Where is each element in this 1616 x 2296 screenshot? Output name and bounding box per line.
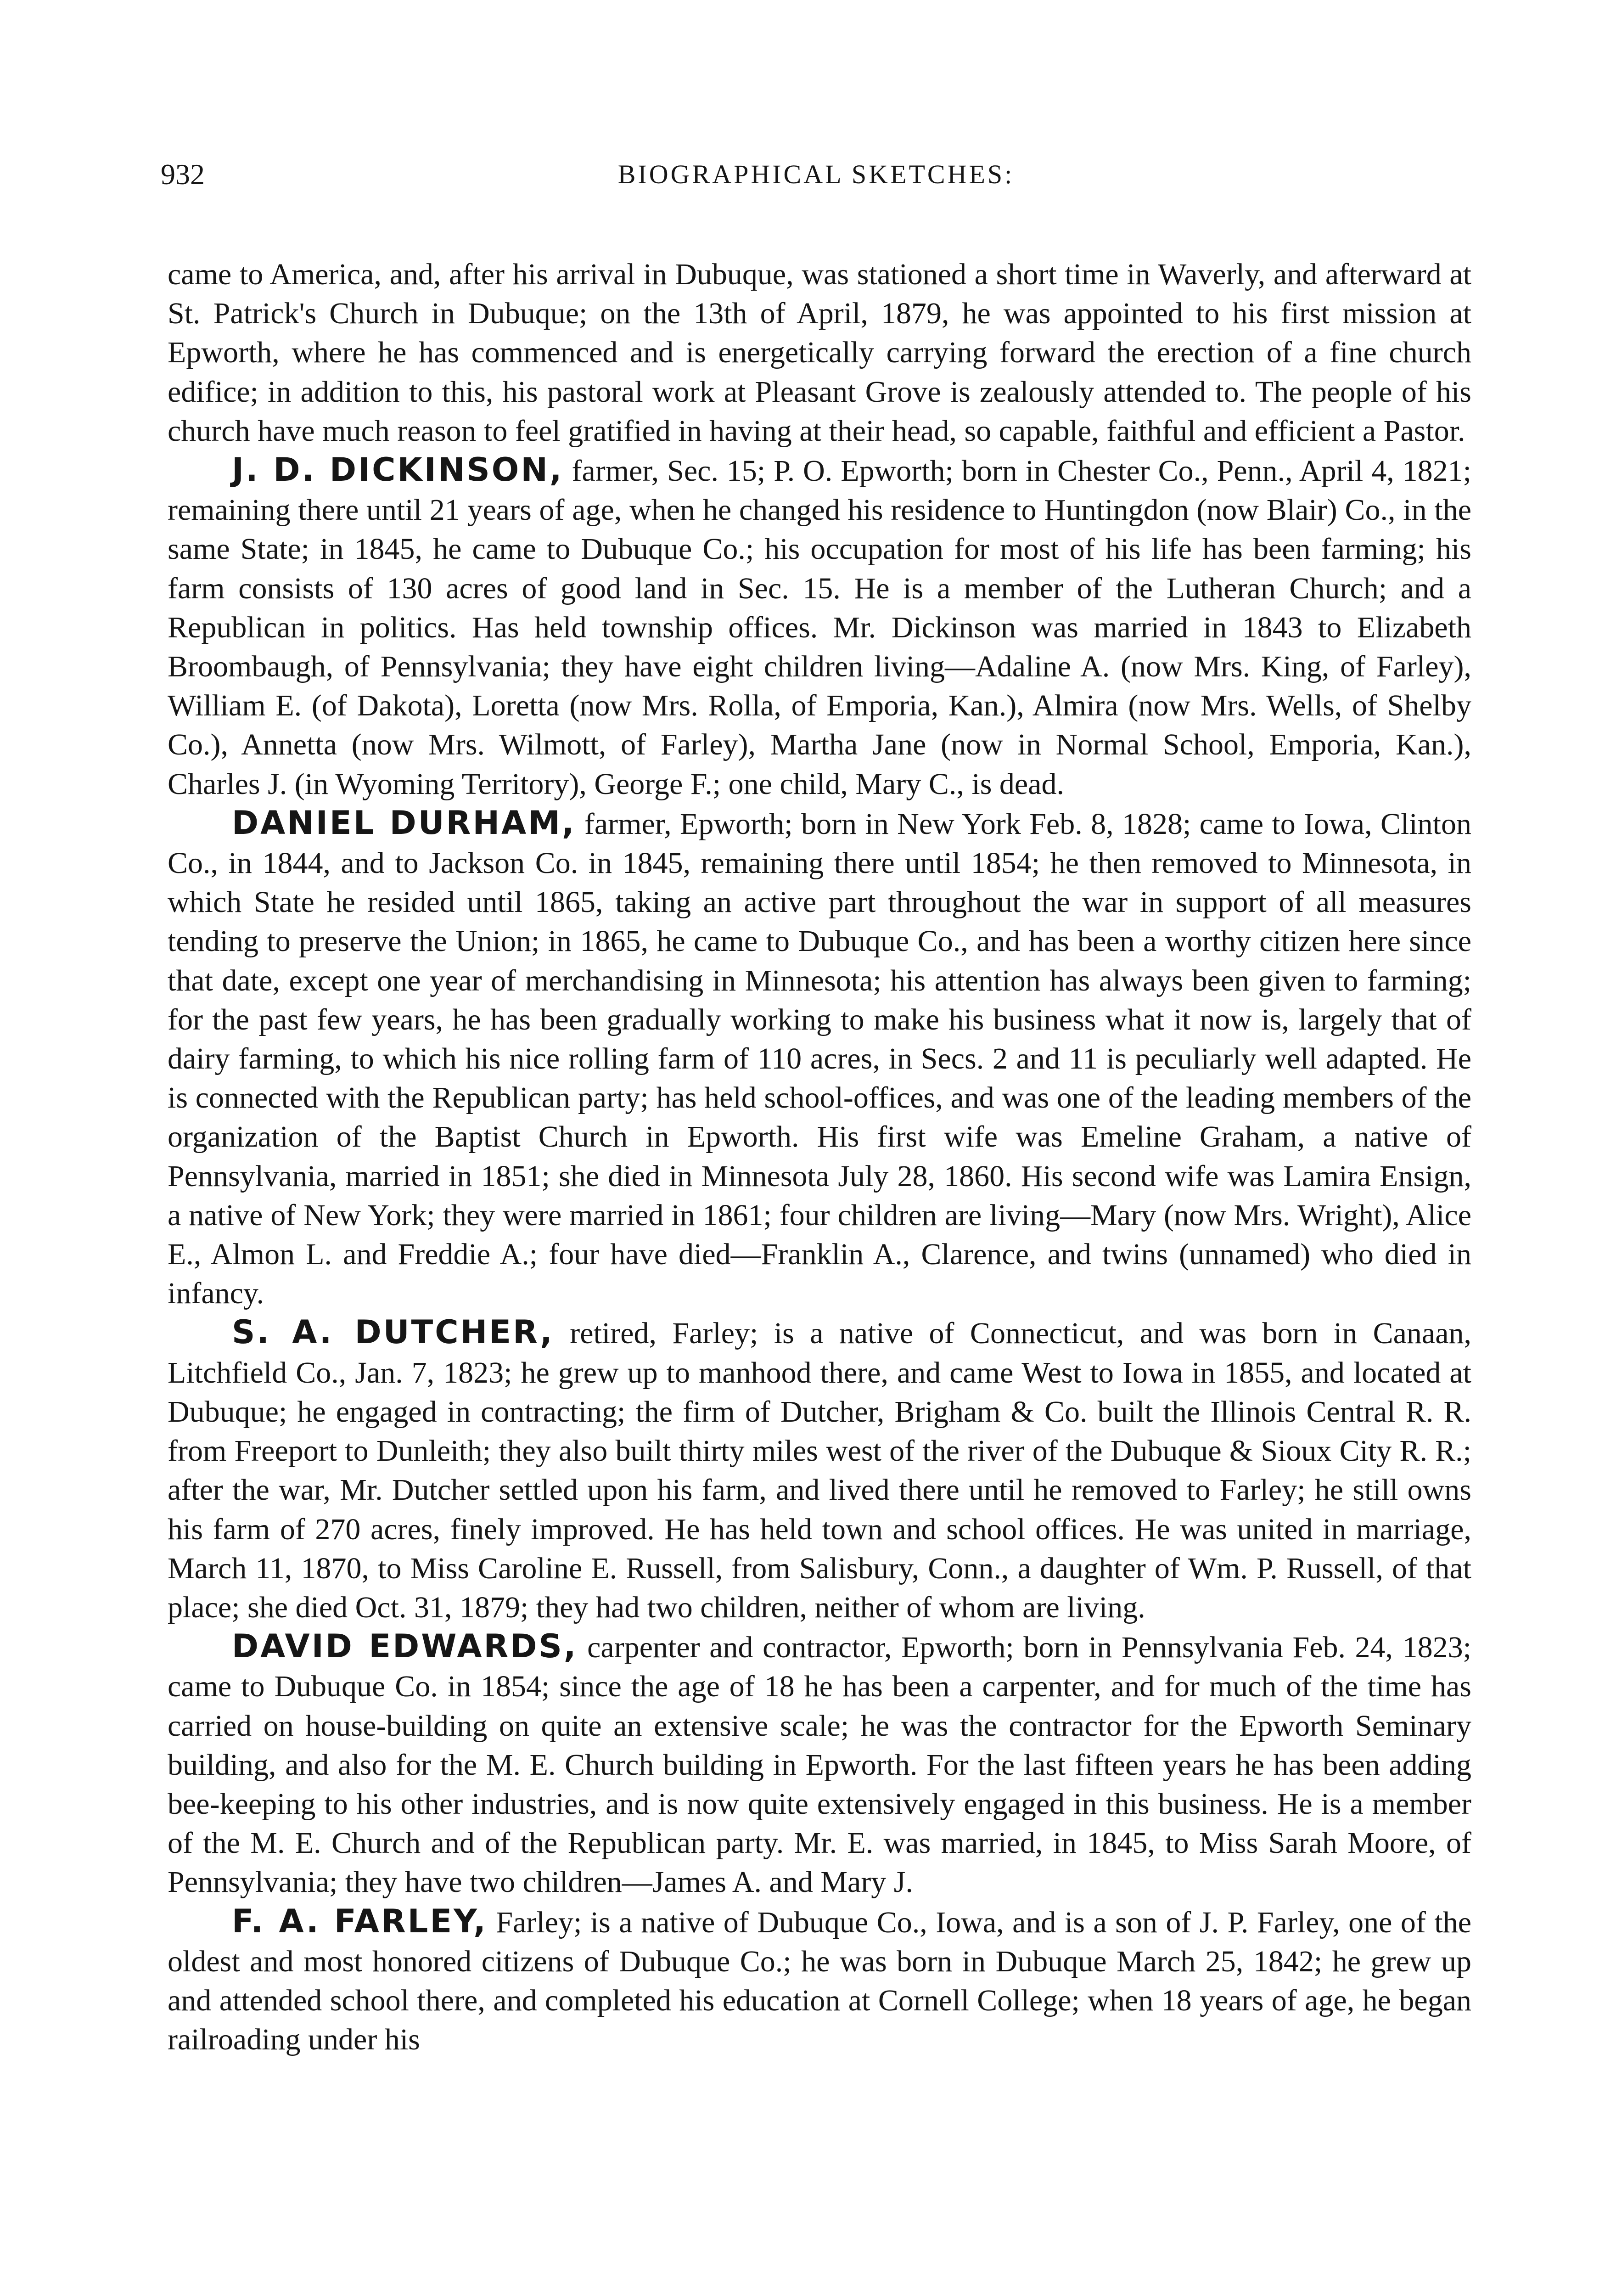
- continuation-paragraph: came to America, and, after his arrival in Dubuque, was stationed a short time in Waverly, and afterward at St. Patrick's Church in Dubuque; on the 13th of April, 1879, he was appointed to his first mission at Epworth, where he has commenced and is energetically carrying forward the erection of a fine church edifice; in addition to this, his pastoral work at Pleasant Grove is zealously attended to. The people of his church have much reason to feel gratified in having at their head, so capable, faithful and efficient a Pastor.: [168, 258, 1471, 448]
- entry-text: farmer, Epworth; born in New York Feb. 8, 1828; came to Iowa, Clinton Co., in 1844, and to Jackson Co. in 1845, remaining there until 1854; he then removed to Minnesota, in which State he resided until 1865, taking an active part throughout the war in support of all measures tending to preserve the Union; in 1865, he came to Dubuque Co., and has been a worthy citizen here since that date, except one year of merchandising in Minnesota; his attention has always been given to farming; for the past few years, he has been gradually working to make his business what it now is, largely that of dairy farming, to which his nice rolling farm of 110 acres, in Secs. 2 and 11 is peculiarly well adapted. He is connected with the Republican party; has held school-offices, and was one of the leading members of the organization of the Baptist Church in Epworth. His first wife was Emeline Graham, a native of Pennsylvania, married in 1851; she died in Minnesota July 28, 1860. His second wife was Lamira Ensign, a native of New York; they were married in 1861; four children are living—Mary (now Mrs. Wright), Alice E., Almon L. and Freddie A.; four have died—Franklin A., Clarence, and twins (unnamed) who died in infancy.: [168, 807, 1472, 1311]
- biography-entry: [168, 1627, 1471, 1902]
- entry-name: DANIEL DURHAM,: [232, 804, 576, 842]
- biography-entry: [168, 804, 1471, 1313]
- body-text: [168, 255, 1471, 2059]
- page-number: 932: [161, 158, 205, 191]
- entry-name: F. A. FARLEY,: [232, 1902, 488, 1940]
- entry-name: DAVID EDWARDS,: [232, 1627, 578, 1666]
- biography-entry: [168, 1902, 1471, 2060]
- entry-text: carpenter and contractor, Epworth; born in Pennsylvania Feb. 24, 1823; came to Dubuque Co. in 1854; since the age of 18 he has been a carpenter, and for much of the time has carried on house-building on quite an extensive scale; he was the contractor for the Epworth Seminary building, and also for the M. E. Church building in Epworth. For the last fifteen years he has been adding bee-keeping to his other industries, and is now quite extensively engaged in this business. He is a member of the M. E. Church and of the Republican party. Mr. E. was married, in 1845, to Miss Sarah Moore, of Pennsylvania; they have two children—James A. and Mary J.: [168, 1631, 1472, 1899]
- biography-entry: [168, 450, 1471, 804]
- entry-text: retired, Farley; is a native of Connecticut, and was born in Canaan, Litchfield Co., Jan. 7, 1823; he grew up to manhood there, and came West to Iowa in 1855, and located at Dubuque; he engaged in contracting; the firm of Dutcher, Brigham & Co. built the Illinois Central R. R. from Freeport to Dunleith; they also built thirty miles west of the river of the Dubuque & Sioux City R. R.; after the war, Mr. Dutcher settled upon his farm, and lived there until he removed to Farley; he still owns his farm of 270 acres, finely improved. He has held town and school offices. He was united in marriage, March 11, 1870, to Miss Caroline E. Russell, from Salisbury, Conn., a daughter of Wm. P. Russell, of that place; she died Oct. 31, 1879; they had two children, neither of whom are living.: [168, 1317, 1472, 1624]
- biography-entry: [168, 1313, 1471, 1627]
- page-header: [161, 152, 1471, 202]
- running-head: BIOGRAPHICAL SKETCHES:: [617, 159, 1015, 189]
- entry-name: S. A. DUTCHER,: [232, 1313, 554, 1351]
- entry-text: farmer, Sec. 15; P. O. Epworth; born in Chester Co., Penn., April 4, 1821; remaining there until 21 years of age, when he changed his residence to Huntingdon (now Blair) Co., in the same State; in 1845, he came to Dubuque Co.; his occupation for most of his life has been farming; his farm consists of 130 acres of good land in Sec. 15. He is a member of the Lutheran Church; and a Republican in politics. Has held township offices. Mr. Dickinson was married in 1843 to Elizabeth Broombaugh, of Pennsylvania; they have eight children living—Adaline A. (now Mrs. King, of Farley), William E. (of Dakota), Loretta (now Mrs. Rolla, of Emporia, Kan.), Almira (now Mrs. Wells, of Shelby Co.), Annetta (now Mrs. Wilmott, of Farley), Martha Jane (now in Normal School, Emporia, Kan.), Charles J. (in Wyoming Territory), George F.; one child, Mary C., is dead.: [168, 454, 1471, 801]
- entry-name: J. D. DICKINSON,: [232, 451, 564, 489]
- entry-text: Farley; is a native of Dubuque Co., Iowa, and is a son of J. P. Farley, one of the oldest and most honored citizens of Dubuque Co.; he was born in Dubuque March 25, 1842; he grew up and attended school there, and completed his education at Cornell College; when 18 years of age, he began railroading under his: [168, 1905, 1472, 2057]
